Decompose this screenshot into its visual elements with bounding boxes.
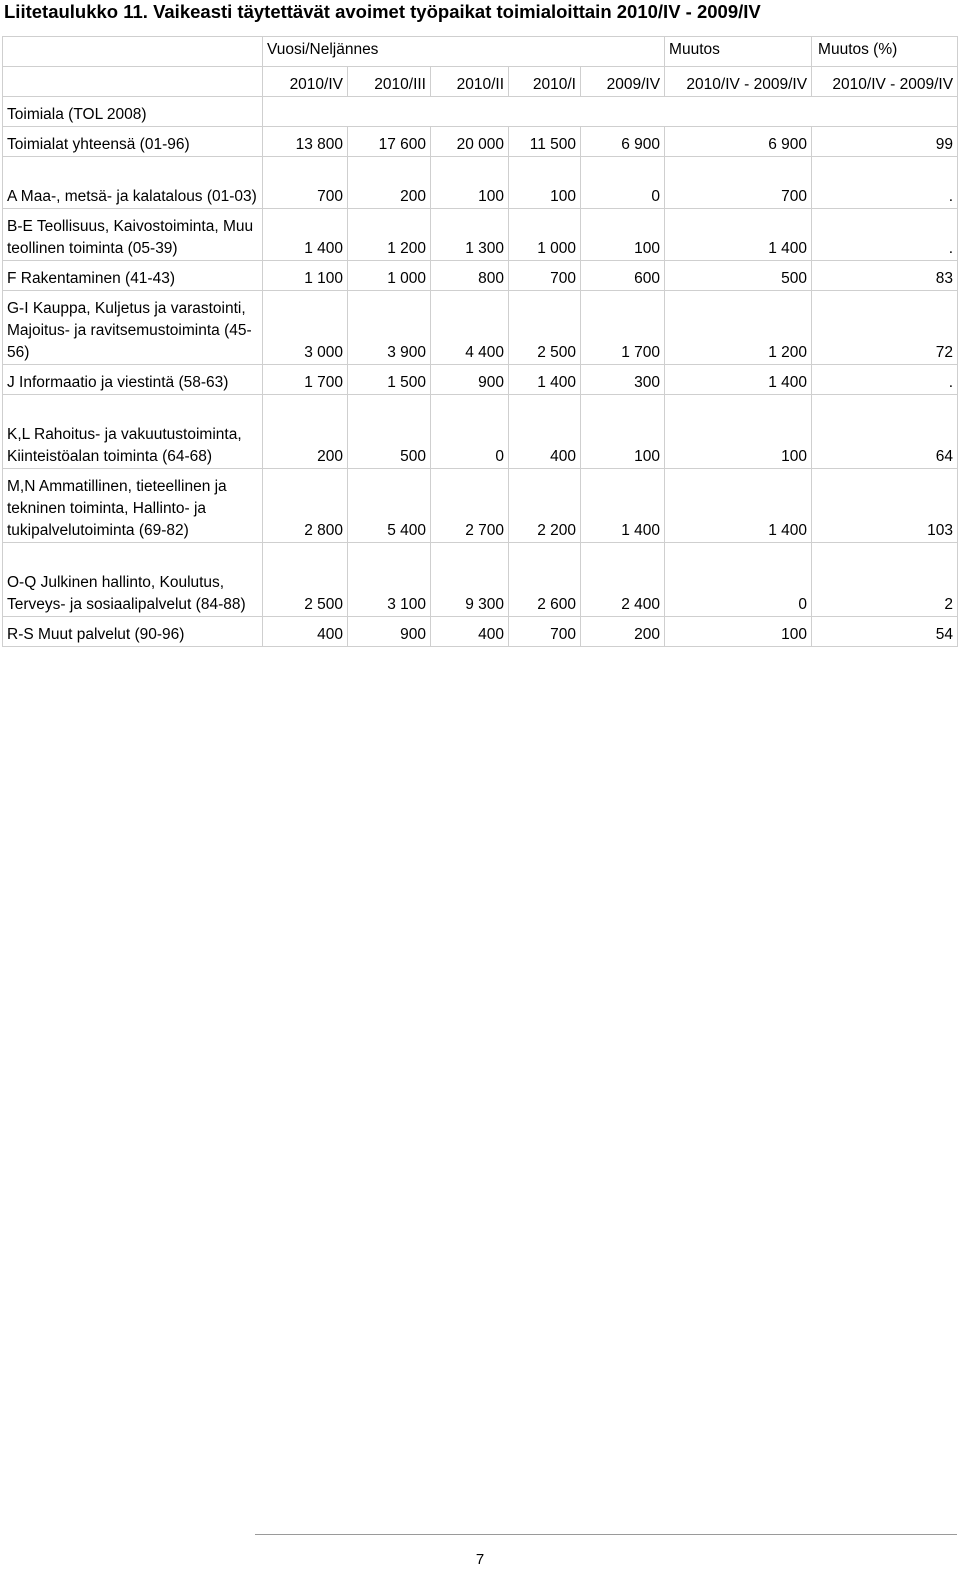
column-header: 2010/III: [348, 67, 431, 97]
table-cell: 11 500: [509, 127, 581, 157]
table-title: Liitetaulukko 11. Vaikeasti täytettävät avoimet työpaikat toimialoittain 2010/IV - 2009/IV: [4, 1, 761, 22]
table-cell: 2 700: [431, 469, 509, 543]
table-cell: .: [812, 157, 958, 209]
table-row: [3, 157, 958, 209]
table-row: [3, 365, 958, 395]
table-cell: 83: [812, 261, 958, 291]
table-cell: 1 200: [665, 291, 812, 365]
table-cell: 1 400: [509, 365, 581, 395]
table-cell: 700: [509, 261, 581, 291]
row-label: R-S Muut palvelut (90-96): [3, 617, 263, 647]
table-cell: 1 700: [263, 365, 348, 395]
header-group-row: [3, 37, 958, 67]
table-row: [3, 291, 958, 365]
table-cell: 1 400: [665, 469, 812, 543]
table-cell: 300: [581, 365, 665, 395]
corner-cell: [3, 37, 263, 67]
table-cell: 2 500: [263, 543, 348, 617]
row-label: F Rakentaminen (41-43): [3, 261, 263, 291]
table-cell: 1 200: [348, 209, 431, 261]
table-cell: 2 800: [263, 469, 348, 543]
table-cell: 103: [812, 469, 958, 543]
row-label: B-E Teollisuus, Kaivostoiminta, Muu teollinen toiminta (05-39): [3, 209, 263, 261]
table-cell: 3 100: [348, 543, 431, 617]
vacancies-table: [2, 36, 958, 647]
header-rowlabel-row: [3, 97, 958, 127]
table-cell: 500: [348, 395, 431, 469]
table-cell: 200: [348, 157, 431, 209]
table-cell: 1 000: [348, 261, 431, 291]
table-cell: 700: [263, 157, 348, 209]
table-cell: 3 000: [263, 291, 348, 365]
table-cell: 100: [665, 395, 812, 469]
table-row: [3, 261, 958, 291]
table-cell: 99: [812, 127, 958, 157]
table-cell: 200: [263, 395, 348, 469]
table-cell: 54: [812, 617, 958, 647]
page-number: 7: [475, 1551, 485, 1568]
table-cell: 0: [581, 157, 665, 209]
table-cell: 2: [812, 543, 958, 617]
table-cell: .: [812, 209, 958, 261]
table-row: [3, 209, 958, 261]
group-header-change: Muutos: [665, 37, 812, 67]
header-columns-row: [3, 67, 958, 97]
table-cell: 800: [431, 261, 509, 291]
table-cell: 700: [665, 157, 812, 209]
table-cell: 400: [431, 617, 509, 647]
table-cell: 4 400: [431, 291, 509, 365]
table-cell: 2 400: [581, 543, 665, 617]
table-cell: 400: [263, 617, 348, 647]
table-cell: 6 900: [665, 127, 812, 157]
table-cell: 0: [665, 543, 812, 617]
table-cell: 400: [509, 395, 581, 469]
table-row: [3, 127, 958, 157]
table-cell: 3 900: [348, 291, 431, 365]
table-cell: 100: [581, 209, 665, 261]
table-cell: 1 400: [665, 209, 812, 261]
column-header: 2009/IV: [581, 67, 665, 97]
table-cell: 13 800: [263, 127, 348, 157]
table-cell: 1 400: [665, 365, 812, 395]
table-cell: 1 700: [581, 291, 665, 365]
column-header: 2010/IV - 2009/IV: [665, 67, 812, 97]
table-cell: 2 500: [509, 291, 581, 365]
table-cell: 64: [812, 395, 958, 469]
column-header: 2010/II: [431, 67, 509, 97]
table-cell: 20 000: [431, 127, 509, 157]
row-label: K,L Rahoitus- ja vakuutustoiminta, Kiinteistöalan toiminta (64-68): [3, 395, 263, 469]
row-label: J Informaatio ja viestintä (58-63): [3, 365, 263, 395]
table-row: [3, 617, 958, 647]
row-label: M,N Ammatillinen, tieteellinen ja tekninen toiminta, Hallinto- ja tukipalvelutoiminta (69-82): [3, 469, 263, 543]
table-cell: 1 000: [509, 209, 581, 261]
table-cell: 5 400: [348, 469, 431, 543]
table-cell: 600: [581, 261, 665, 291]
table-cell: 100: [665, 617, 812, 647]
table-cell: 2 600: [509, 543, 581, 617]
column-header: 2010/IV: [263, 67, 348, 97]
table-cell: 100: [581, 395, 665, 469]
table-cell: 1 300: [431, 209, 509, 261]
column-header: 2010/IV - 2009/IV: [812, 67, 958, 97]
table-cell: 6 900: [581, 127, 665, 157]
row-label: A Maa-, metsä- ja kalatalous (01-03): [3, 157, 263, 209]
table-row: [3, 395, 958, 469]
table-cell: 900: [431, 365, 509, 395]
table-row: [3, 543, 958, 617]
table-cell: 72: [812, 291, 958, 365]
table-cell: 1 100: [263, 261, 348, 291]
column-header: 2010/I: [509, 67, 581, 97]
table-cell: .: [812, 365, 958, 395]
row-label: Toimialat yhteensä (01-96): [3, 127, 263, 157]
group-header-change-pct: Muutos (%): [812, 37, 958, 67]
table-cell: 9 300: [431, 543, 509, 617]
blank-header-cell: [263, 97, 958, 127]
row-label: O-Q Julkinen hallinto, Koulutus, Terveys- ja sosiaalipalvelut (84-88): [3, 543, 263, 617]
table-cell: 700: [509, 617, 581, 647]
table-cell: 500: [665, 261, 812, 291]
table-cell: 17 600: [348, 127, 431, 157]
table-cell: 100: [431, 157, 509, 209]
table-cell: 1 500: [348, 365, 431, 395]
table-cell: 100: [509, 157, 581, 209]
table-cell: 900: [348, 617, 431, 647]
row-header-label: Toimiala (TOL 2008): [3, 97, 263, 127]
table-row: [3, 469, 958, 543]
corner-cell: [3, 67, 263, 97]
table-cell: 1 400: [263, 209, 348, 261]
table-cell: 2 200: [509, 469, 581, 543]
table-cell: 0: [431, 395, 509, 469]
group-header-quarters: Vuosi/Neljännes: [263, 37, 665, 67]
footer-divider: [255, 1534, 957, 1535]
table-cell: 1 400: [581, 469, 665, 543]
table-cell: 200: [581, 617, 665, 647]
row-label: G-I Kauppa, Kuljetus ja varastointi, Majoitus- ja ravitsemustoiminta (45-56): [3, 291, 263, 365]
